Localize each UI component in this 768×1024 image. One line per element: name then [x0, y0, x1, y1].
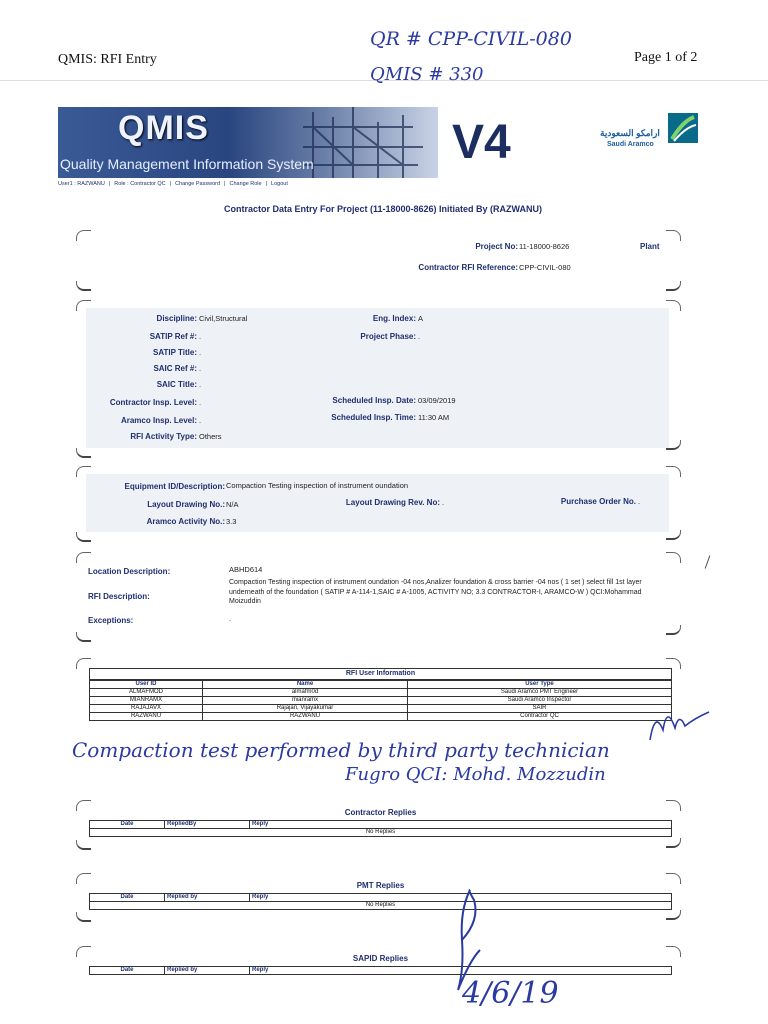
discipline-label: Discipline:: [156, 314, 197, 323]
cell-name: mianramx: [203, 697, 408, 705]
header-date: Date: [90, 894, 165, 902]
cell-name: RAZWANU: [203, 713, 408, 721]
table-row: [90, 829, 672, 837]
header-reply: Reply: [250, 821, 672, 829]
cell-user-type: Contractor QC: [408, 713, 672, 721]
aramco-level-value: .: [199, 416, 202, 425]
project-no-label: Project No:: [475, 242, 518, 251]
table-header-row: [90, 821, 672, 829]
header-replied-by: Replied by: [165, 967, 250, 975]
handwritten-signature-top-icon: [645, 700, 715, 750]
header-replied-by: RepliedBy: [165, 821, 250, 829]
aramco-arabic: ارامكو السعودية: [600, 128, 660, 138]
pmt-replies-title: PMT Replies: [356, 881, 405, 890]
cell-name: almafm0d: [203, 689, 408, 697]
table-header-row: [90, 681, 672, 689]
table-row: [90, 697, 672, 705]
handwritten-date: 4/6/19: [462, 976, 559, 1011]
cell-name: Rajajan, Vijayakumar: [203, 705, 408, 713]
location-value: ABHD614: [229, 565, 263, 574]
cell-user-type: SAIR: [408, 705, 672, 713]
header-name: Name: [203, 681, 408, 689]
sched-time-value: 11:30 AM: [418, 413, 450, 422]
header-reply: Reply: [250, 967, 672, 975]
table-row: [90, 902, 672, 910]
sched-time-label: Scheduled Insp. Time:: [331, 413, 416, 422]
cell-user-id: RAZWANU: [90, 713, 203, 721]
layout-drawing-value: N/A: [226, 500, 239, 509]
version-label: V4: [452, 116, 511, 169]
role-label: Role : Contractor QC: [114, 181, 166, 187]
table-row: [90, 689, 672, 697]
layout-drawing-label: Layout Drawing No.:: [147, 500, 225, 509]
qmis-logo-text: QMIS: [118, 109, 209, 147]
rfi-description-label: RFI Description:: [88, 592, 150, 601]
change-role-link[interactable]: Change Role: [229, 181, 262, 187]
eng-index-label: Eng. Index:: [372, 314, 416, 323]
table-header-row: [90, 894, 672, 902]
cell-user-type: Saudi Aramco Inspector: [408, 697, 672, 705]
refinery-image-icon: [293, 107, 438, 178]
saic-title-value: .: [199, 380, 202, 389]
aramco-english: Saudi Aramco: [607, 141, 654, 148]
no-replies-cell: No Replies: [90, 902, 672, 910]
table-row: [90, 713, 672, 721]
scan-mark: [705, 555, 711, 568]
sched-date-label: Scheduled Insp. Date:: [332, 396, 416, 405]
equipment-value: Compaction Testing inspection of instrument oundation: [226, 481, 409, 490]
header-date: Date: [90, 967, 165, 975]
purchase-order-label: Purchase Order No.: [560, 497, 636, 506]
layout-rev-value: .: [442, 498, 445, 507]
aramco-activity-value: 3.3: [226, 517, 237, 526]
user-bar: User1 : RAZWANU | Role : Contractor QC | Change Password | Change Role | Logout: [58, 181, 288, 187]
project-no-value: 11-18000-8626: [519, 242, 570, 251]
aramco-level-label: Aramco Insp. Level:: [120, 416, 197, 425]
discipline-value: Civil,Structural: [199, 314, 248, 323]
pmt-replies-table: [89, 893, 672, 910]
rfi-ref-label: Contractor RFI Reference:: [418, 263, 518, 272]
user-label: User1 : RAZWANU: [58, 181, 105, 187]
aramco-activity-label: Aramco Activity No.:: [146, 517, 225, 526]
contractor-level-label: Contractor Insp. Level:: [109, 398, 197, 407]
exceptions-value: .: [229, 614, 232, 623]
rfi-description-value: Compaction Testing inspection of instrument oundation -04 nos,Analizer foundation & cross barrier -04 nos ( 1 set ) select fill 1st layer underneath of the foundation ( SATIP # A-114-1,SAIC # A-1005, ACTIVITY NO; 3.3 CONTRACTOR-I, ARAMCO-W ) QCI:Mohammad Moizuddin: [229, 579, 642, 605]
page-title: QMIS: RFI Entry: [58, 52, 157, 67]
header-reply: Reply: [250, 894, 672, 902]
table-header-row: [90, 967, 672, 975]
logout-link[interactable]: Logout: [271, 181, 288, 187]
eng-index-value: A: [418, 314, 424, 323]
sapid-replies-table: [89, 966, 672, 975]
qmis-subtitle: Quality Management Information System: [60, 156, 314, 172]
saudi-aramco-logo-icon: [668, 113, 698, 143]
satip-title-label: SATIP Title:: [152, 348, 197, 357]
sched-date-value: 03/09/2019: [418, 396, 456, 405]
plant-label: Plant: [640, 242, 660, 251]
rfi-ref-value: CPP-CIVIL-080: [519, 263, 571, 272]
cell-user-type: Saudi Aramco PMT Engineer: [408, 689, 672, 697]
saic-ref-value: .: [199, 364, 202, 373]
satip-ref-value: .: [199, 332, 202, 341]
handwritten-qr-number: QR # CPP-CIVIL-080: [370, 28, 572, 50]
header-replied-by: Replied by: [165, 894, 250, 902]
user-info-table: [89, 680, 672, 721]
table-row: [90, 705, 672, 713]
handwritten-note-line1: Compaction test performed by third party technician: [72, 738, 610, 762]
cell-user-id: ALMAFMOD: [90, 689, 203, 697]
handwritten-note-line2: Fugro QCI: Mohd. Mozzudin: [345, 764, 606, 785]
contractor-replies-table: [89, 820, 672, 837]
exceptions-label: Exceptions:: [88, 616, 134, 625]
cell-user-id: RAJAJAVX: [90, 705, 203, 713]
contractor-level-value: .: [199, 398, 202, 407]
location-label: Location Description:: [88, 567, 171, 576]
cell-user-id: MIANRAMX: [90, 697, 203, 705]
change-password-link[interactable]: Change Password: [175, 181, 221, 187]
header-user-type: User Type: [408, 681, 672, 689]
activity-type-value: Others: [199, 432, 222, 441]
sapid-replies-title: SAPID Replies: [352, 954, 409, 963]
activity-type-label: RFI Activity Type:: [130, 432, 197, 441]
handwritten-qmis-number: QMIS # 330: [370, 64, 484, 85]
satip-title-value: .: [199, 348, 202, 357]
qmis-banner: [58, 107, 438, 178]
project-phase-value: .: [418, 332, 421, 341]
satip-ref-label: SATIP Ref #:: [149, 332, 197, 341]
banner-right: [438, 107, 670, 178]
layout-rev-label: Layout Drawing Rev. No:: [345, 498, 440, 507]
header-user-id: User ID: [90, 681, 203, 689]
header-date: Date: [90, 821, 165, 829]
no-replies-cell: No Replies: [90, 829, 672, 837]
saic-ref-label: SAIC Ref #:: [153, 364, 197, 373]
saic-title-label: SAIC Title:: [156, 380, 197, 389]
user-info-title: RFI User Information: [89, 668, 672, 680]
details-panel: [86, 308, 669, 448]
contractor-heading: Contractor Data Entry For Project (11-18000-8626) Initiated By (RAZWANU): [223, 204, 543, 214]
project-phase-label: Project Phase:: [360, 332, 416, 341]
equipment-label: Equipment ID/Description:: [124, 482, 225, 491]
purchase-order-value: .: [638, 497, 641, 506]
contractor-replies-title: Contractor Replies: [344, 808, 417, 817]
page-number: Page 1 of 2: [634, 50, 698, 65]
